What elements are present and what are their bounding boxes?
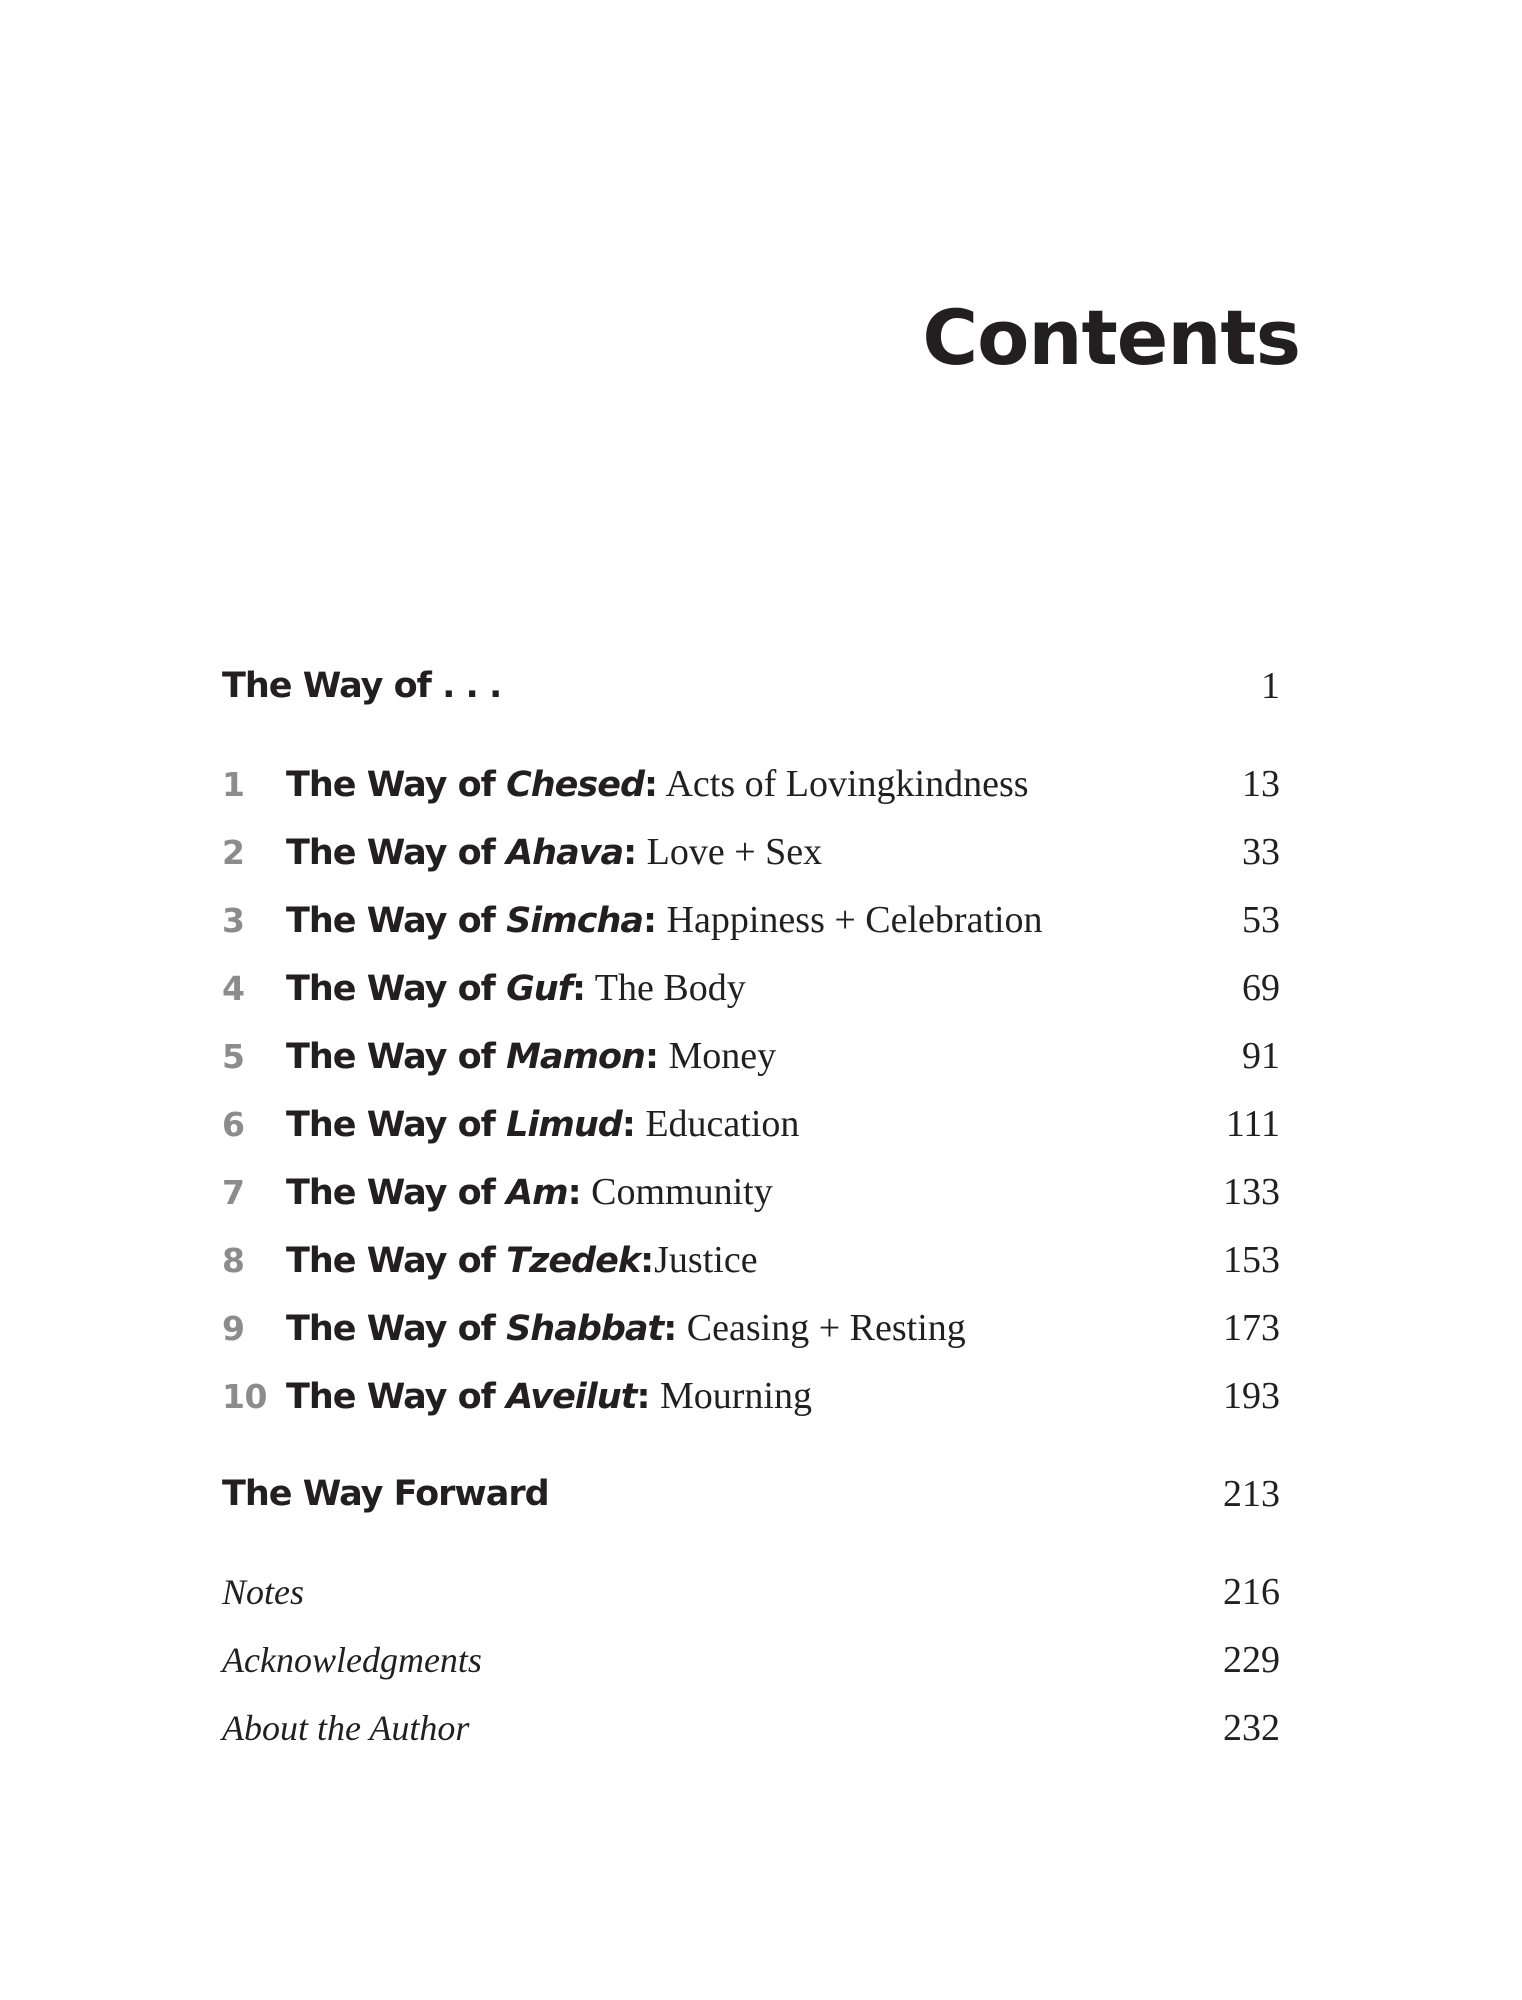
chapter-title — [286, 898, 1160, 942]
chapter-title-lead: The Way of — [286, 1241, 507, 1281]
chapter-title-lead: The Way of — [286, 1037, 507, 1077]
toc-entry-intro[interactable] — [222, 656, 1280, 716]
toc-entry-title: Notes — [222, 1572, 305, 1612]
chapter-page: 133 — [1223, 1171, 1280, 1213]
chapter-colon: : — [663, 1309, 678, 1349]
chapter-title-lead: The Way of — [286, 1173, 507, 1213]
chapter-title — [286, 1238, 1160, 1282]
chapter-colon: : — [567, 1173, 582, 1213]
toc-entry-title: The Way of . . . — [222, 666, 502, 706]
chapter-subtitle: Ceasing + Resting — [677, 1307, 966, 1349]
chapter-colon: : — [623, 833, 638, 873]
toc-chapter-4[interactable] — [222, 958, 1280, 1018]
toc-chapter-1[interactable] — [222, 754, 1280, 814]
chapter-page: 153 — [1223, 1239, 1280, 1281]
toc-chapter-5[interactable] — [222, 1026, 1280, 1086]
chapter-number: 9 — [222, 1308, 245, 1348]
chapter-colon: : — [644, 765, 659, 805]
chapter-number: 5 — [222, 1036, 245, 1076]
toc-chapter-3[interactable] — [222, 890, 1280, 950]
chapter-number: 10 — [222, 1376, 267, 1416]
toc-chapter-7[interactable] — [222, 1162, 1280, 1222]
toc-entry-title: The Way Forward — [222, 1474, 549, 1514]
chapter-colon: : — [643, 901, 658, 941]
chapter-number: 6 — [222, 1104, 245, 1144]
chapter-title-lead: The Way of — [286, 1377, 507, 1417]
chapter-title-lead: The Way of — [286, 765, 507, 805]
toc-chapter-6[interactable] — [222, 1094, 1280, 1154]
page-title: Contents — [922, 293, 1300, 382]
chapter-page: 173 — [1223, 1307, 1280, 1349]
chapter-title-lead: The Way of — [286, 901, 507, 941]
toc-entry-acknowledgments[interactable] — [222, 1630, 1280, 1690]
chapter-page: 33 — [1242, 831, 1280, 873]
chapter-subtitle: Happiness + Celebration — [657, 899, 1043, 941]
chapter-colon: : — [640, 1241, 655, 1281]
chapter-term: Shabbat — [506, 1309, 664, 1349]
chapter-term: Am — [506, 1173, 568, 1213]
chapter-term: Chesed — [506, 765, 645, 805]
chapter-page: 91 — [1242, 1035, 1280, 1077]
chapter-term: Limud — [506, 1105, 622, 1145]
chapter-number: 4 — [222, 968, 245, 1008]
chapter-subtitle: Justice — [654, 1239, 758, 1281]
chapter-title — [286, 1034, 1160, 1078]
chapter-subtitle: Acts of Lovingkindness — [658, 763, 1029, 805]
chapter-term: Mamon — [506, 1037, 645, 1077]
chapter-page: 193 — [1223, 1375, 1280, 1417]
chapter-title-lead: The Way of — [286, 1105, 507, 1145]
chapter-subtitle: Mourning — [650, 1375, 812, 1417]
toc-entry-notes[interactable] — [222, 1562, 1280, 1622]
chapter-title — [286, 762, 1160, 806]
chapter-subtitle: Education — [635, 1103, 800, 1145]
toc-chapter-8[interactable] — [222, 1230, 1280, 1290]
chapter-term: Ahava — [506, 833, 624, 873]
chapter-page: 53 — [1242, 899, 1280, 941]
toc-entry-forward[interactable] — [222, 1464, 1280, 1524]
toc-entry-page: 232 — [1223, 1707, 1280, 1749]
chapter-page: 13 — [1242, 763, 1280, 805]
chapter-colon: : — [571, 969, 586, 1009]
toc-entry-title: About the Author — [222, 1708, 470, 1748]
chapter-subtitle: Money — [658, 1035, 777, 1077]
chapter-number: 8 — [222, 1240, 245, 1280]
toc-entry-page: 229 — [1223, 1639, 1280, 1681]
chapter-page: 111 — [1225, 1103, 1280, 1145]
chapter-title — [286, 966, 1160, 1010]
chapter-colon: : — [621, 1105, 636, 1145]
chapter-subtitle: The Body — [585, 967, 746, 1009]
chapter-term: Simcha — [506, 901, 644, 941]
chapter-page: 69 — [1242, 967, 1280, 1009]
chapter-number: 3 — [222, 900, 245, 940]
chapter-number: 2 — [222, 832, 245, 872]
toc-entry-title: Acknowledgments — [222, 1640, 482, 1680]
chapter-colon: : — [644, 1037, 659, 1077]
toc-chapter-10[interactable] — [222, 1366, 1280, 1426]
chapter-subtitle: Love + Sex — [637, 831, 823, 873]
toc-entry-about-author[interactable] — [222, 1698, 1280, 1758]
chapter-title-lead: The Way of — [286, 969, 507, 1009]
toc-entry-page: 216 — [1223, 1571, 1280, 1613]
chapter-term: Guf — [506, 969, 572, 1009]
chapter-title-lead: The Way of — [286, 833, 507, 873]
chapter-title — [286, 1306, 1160, 1350]
chapter-title-lead: The Way of — [286, 1309, 507, 1349]
toc-entry-page: 213 — [1223, 1473, 1280, 1515]
chapter-colon: : — [636, 1377, 651, 1417]
toc-entry-page: 1 — [1261, 665, 1280, 707]
toc-chapter-2[interactable] — [222, 822, 1280, 882]
chapter-subtitle: Community — [581, 1171, 773, 1213]
toc-chapter-9[interactable] — [222, 1298, 1280, 1358]
chapter-title — [286, 830, 1160, 874]
chapter-number: 1 — [222, 764, 245, 804]
chapter-title — [286, 1374, 1160, 1418]
chapter-title — [286, 1102, 1160, 1146]
chapter-number: 7 — [222, 1172, 245, 1212]
chapter-term: Aveilut — [506, 1377, 637, 1417]
chapter-title — [286, 1170, 1160, 1214]
chapter-term: Tzedek — [506, 1241, 641, 1281]
